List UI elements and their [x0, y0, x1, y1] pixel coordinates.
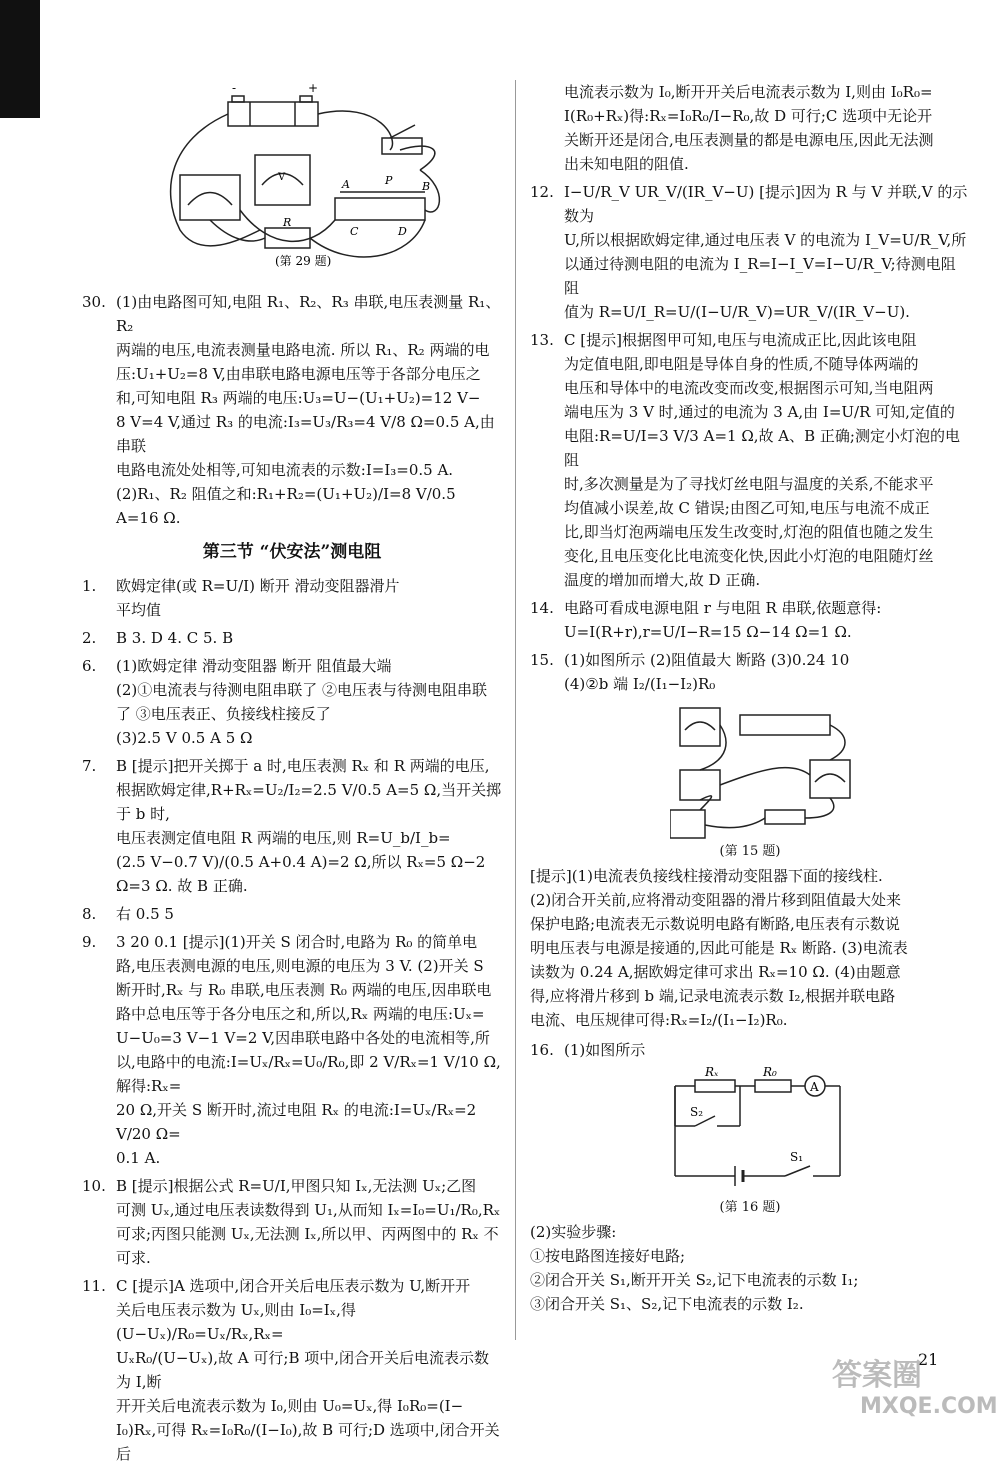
answer-line: 3 20 0.1 [提示](1)开关 S 闭合时,电路为 R₀ 的简单电 — [116, 933, 478, 951]
answer-line: 明电压表与电源是接通的,因此可能是 Rₓ 断路. (3)电流表 — [530, 939, 908, 957]
answer-line: I₀)Rₓ,可得 Rₓ=I₀R₀/(I−I₀),故 B 可行;D 选项中,闭合开关后 — [116, 1421, 500, 1463]
question-item — [82, 1174, 502, 1270]
question-item — [82, 754, 502, 898]
figure-29-caption: (第 29 题) — [275, 254, 332, 268]
answer-line: (2)①电流表与待测电阻串联了 ②电压表与待测电阻串联 — [116, 681, 488, 699]
answer-line: 端电压为 3 V 时,通过的电流为 3 A,由 I=U/R 可知,定值的 — [564, 403, 955, 421]
answer-line: 出未知电阻的阻值. — [564, 155, 689, 173]
question-number: 9. — [82, 933, 97, 951]
resistor-R0 — [755, 1080, 791, 1092]
terminal-C-label: C — [350, 225, 359, 238]
question-item — [82, 902, 502, 926]
answer-line: (1)欧姆定律 滑动变阻器 断开 阻值最大端 — [116, 657, 392, 675]
right-answer-list — [530, 80, 970, 696]
question-number: 15. — [530, 651, 554, 669]
answer-line: ①按电路图连接好电路; — [530, 1247, 686, 1265]
question-number: 1. — [82, 577, 97, 595]
answer-line: 关后电压表示数为 Uₓ,则由 I₀=Iₓ,得(U−Uₓ)/R₀=Uₓ/Rₓ,Rₓ= — [116, 1301, 356, 1343]
column-divider — [515, 80, 516, 1340]
answer-line: 可求;丙图只能测 Uₓ,无法测 Iₓ,所以甲、丙两图中的 Rₓ 不 — [116, 1225, 499, 1243]
page-number: 21 — [918, 1350, 939, 1369]
answer-line: 以通过待测电阻的电流为 I_R=I−I_V=I−U/R_V;待测电阻阻 — [564, 255, 956, 297]
terminal-D-label: D — [398, 225, 407, 238]
answer-line: 以,电路中的电流:I=Uₓ/Rₓ=U₀/R₀,即 2 V/Rₓ=1 V/10 Ω,解得:Rₓ= — [116, 1053, 501, 1095]
resistor-block — [680, 770, 720, 800]
answer-line: 压:U₁+U₂=8 V,由串联电路电源电压等于各部分电压之 — [116, 365, 481, 383]
answer-line: C [提示]根据图甲可知,电压与电流成正比,因此该电阻 — [564, 331, 917, 349]
answer-line: 电阻:R=U/I=3 V/3 A=1 Ω,故 A、B 正确;测定小灯泡的电阻 — [564, 427, 960, 469]
answer-line: 两端的电压,电流表测量电路电流. 所以 R₁、R₂ 两端的电 — [116, 341, 490, 359]
answer-line: 右 0.5 5 — [116, 905, 174, 923]
answer-line: ②闭合开关 S₁,断开开关 S₂,记下电流表的示数 I₁; — [530, 1271, 859, 1289]
answer-line: 比,即当灯泡两端电压发生改变时,灯泡的阻值也随之发生 — [564, 523, 934, 541]
answer-line: 电压和导体中的电流改变而改变,根据图示可知,当电阻两 — [564, 379, 934, 397]
answer-line: B [提示]根据公式 R=U/I,甲图只知 Iₓ,无法测 Uₓ;乙图 — [116, 1177, 477, 1195]
answer-line: 可测 Uₓ,通过电压表读数得到 U₁,从而知 Iₓ=I₀=U₁/R₀,Rₓ — [116, 1201, 501, 1219]
answer-line: 和,可知电阻 R₃ 两端的电压:U₃=U−(U₁+U₂)=12 V− — [116, 389, 481, 407]
answer-line: 开开关后电流表示数为 I₀,则由 U₀=Uₓ,得 I₀R₀=(I− — [116, 1397, 464, 1415]
answer-line: 20 Ω,开关 S 断开时,流过电阻 Rₓ 的电流:I=Uₓ/Rₓ=2 V/20 Ω= — [116, 1101, 477, 1143]
resistor-R — [265, 228, 310, 248]
terminal-B-label: B — [422, 180, 431, 193]
answer-line: 时,多次测量是为了寻找灯丝电阻与温度的关系,不能求平 — [564, 475, 934, 493]
question-item — [530, 596, 970, 644]
watermark-top: 答案圈 — [832, 1358, 922, 1393]
answer-line: 关断开还是闭合,电压表测量的都是电源电压,因此无法测 — [564, 131, 934, 149]
watermark-bottom: MXQE.COM — [860, 1394, 998, 1419]
answer-line: ③闭合开关 S₁、S₂,记下电流表的示数 I₂. — [530, 1295, 804, 1313]
resistor-Rx — [695, 1080, 735, 1092]
question-number: 13. — [530, 331, 554, 349]
figure-15 — [670, 700, 870, 840]
answer-line: 温度的增加而增大,故 D 正确. — [564, 571, 761, 589]
question-number: 8. — [82, 905, 97, 923]
left-answer-list — [82, 574, 502, 1466]
answer-line: (4)②b 端 I₂/(I₁−I₂)R₀ — [564, 675, 716, 693]
terminal-A-label: A — [342, 178, 350, 191]
question-16-steps — [530, 1220, 970, 1316]
switch-S1 — [785, 1166, 810, 1176]
question-item — [530, 180, 970, 324]
question-number: 11. — [82, 1277, 106, 1295]
answer-line: B [提示]把开关掷于 a 时,电压表测 Rₓ 和 R 两端的电压, — [116, 757, 490, 775]
answer-line: 读数为 0.24 A,据欧姆定律可求出 Rₓ=10 Ω. (4)由题意 — [530, 963, 901, 981]
label-S2: S₂ — [690, 1105, 704, 1119]
slider-P-label: P — [385, 174, 393, 187]
figure-16-caption: (第 16 题) — [719, 1200, 781, 1215]
answer-line: 可求. — [116, 1249, 151, 1267]
battery — [670, 810, 705, 838]
corner-black-tab — [0, 0, 40, 118]
answer-line: 根据欧姆定律,R+Rₓ=U₂/I₂=2.5 V/0.5 A=5 Ω,当开关掷于 b 时, — [116, 781, 502, 823]
voltmeter — [680, 708, 720, 746]
answer-line: 8 V=4 V,通过 R₃ 的电流:I₃=U₃/R₃=4 V/8 Ω=0.5 A,由串联 — [116, 413, 495, 455]
answer-line: 保护电路;电流表无示数说明电路有断路,电压表有示数说 — [530, 915, 900, 933]
ammeter — [810, 760, 850, 798]
answer-line: (2)实验步骤: — [530, 1223, 617, 1241]
question-item — [82, 654, 502, 750]
answer-line: 均值减小误差,故 C 错误;由图乙可知,电压与电流不成正 — [564, 499, 930, 517]
question-number: 6. — [82, 657, 97, 675]
answer-line: 得,应将滑片移到 b 端,记录电流表示数 I₂,根据并联电路 — [530, 987, 896, 1005]
answer-line: U,所以根据欧姆定律,通过电压表 V 的电流为 I_V=U/R_V,所 — [564, 231, 967, 249]
right-column — [530, 80, 970, 1316]
rheostat — [335, 198, 425, 220]
resistor-R-label: R — [283, 216, 292, 229]
answer-line: (2)闭合开关前,应将滑动变阻器的滑片移到阻值最大处来 — [530, 891, 902, 909]
answer-line: 为定值电阻,即电阻是导体自身的性质,不随导体两端的 — [564, 355, 919, 373]
answer-line: 电流表示数为 I₀,断开开关后电流表示数为 I,则由 I₀R₀= — [564, 83, 933, 101]
question-number: 7. — [82, 757, 97, 775]
question-item — [530, 328, 970, 592]
answer-line: C [提示]A 选项中,闭合开关后电压表示数为 U,断开开 — [116, 1277, 471, 1295]
question-15-hint — [530, 864, 970, 1032]
section-title: 第三节 “伏安法”测电阻 — [202, 542, 382, 562]
question-number: 12. — [530, 183, 554, 201]
answer-line: 0.1 A. — [116, 1149, 161, 1167]
battery-plus-label: + — [308, 81, 319, 95]
switch — [765, 810, 805, 824]
answer-line: 路中总电压等于各分电压之和,所以,Rₓ 两端的电压:Uₓ= — [116, 1005, 485, 1023]
battery-box — [228, 102, 318, 126]
label-A: A — [810, 1080, 819, 1094]
figure-29 — [150, 80, 480, 270]
answer-line: 了 ③电压表正、负接线柱接反了 — [116, 705, 331, 723]
question-number: 30. — [82, 293, 106, 311]
question-number: 2. — [82, 629, 97, 647]
answer-line: 电路可看成电源电阻 r 与电阻 R 串联,依题意得: — [564, 599, 882, 617]
answer-line: (3)2.5 V 0.5 A 5 Ω — [116, 729, 253, 747]
answer-line: (2)R₁、R₂ 阻值之和:R₁+R₂=(U₁+U₂)/I=8 V/0.5 A=16 Ω. — [116, 485, 456, 527]
question-number: 14. — [530, 599, 554, 617]
question-number: 10. — [82, 1177, 106, 1195]
label-Rx: Rₓ — [705, 1066, 719, 1079]
answer-line: 电路电流处处相等,可知电流表的示数:I=I₃=0.5 A. — [116, 461, 454, 479]
left-column — [82, 290, 502, 1470]
voltmeter-V-label: V — [278, 172, 286, 183]
answer-line: [提示](1)电流表负接线柱接滑动变阻器下面的接线柱. — [530, 867, 883, 885]
answer-line: 值为 R=U/I_R=U/(I−U/R_V)=UR_V/(IR_V−U). — [564, 303, 910, 321]
answer-line: 断开时,Rₓ 与 R₀ 串联,电压表测 R₀ 两端的电压,因串联电 — [116, 981, 492, 999]
answer-line: 变化,且电压变化比电流变化快,因此小灯泡的电阻随灯丝 — [564, 547, 934, 565]
question-item — [530, 80, 970, 176]
voltmeter-left — [180, 175, 240, 220]
answer-line: 欧姆定律(或 R=U/I) 断开 滑动变阻器滑片 — [116, 577, 400, 595]
answer-line: (1)如图所示 (2)阻值最大 断路 (3)0.24 10 — [564, 651, 850, 669]
label-R0: R₀ — [763, 1066, 777, 1079]
answer-line: B 3. D 4. C 5. B — [116, 629, 234, 647]
question-item — [82, 574, 502, 622]
answer-line: (2.5 V−0.7 V)/(0.5 A+0.4 A)=2 Ω,所以 Rₓ=5 Ω−2 Ω=3 Ω. 故 B 正确. — [116, 853, 486, 895]
answer-line: U=I(R+r),r=U/I−R=15 Ω−14 Ω=1 Ω. — [564, 623, 852, 641]
figure-16 — [655, 1066, 855, 1196]
answer-line: 路,电压表测电源的电压,则电源的电压为 3 V. (2)开关 S — [116, 957, 484, 975]
answer-line: (1)如图所示 — [564, 1041, 646, 1059]
answer-line: 平均值 — [116, 601, 162, 619]
answer-line: U−U₀=3 V−1 V=2 V,因串联电路中各处的电流相等,所 — [116, 1029, 490, 1047]
question-item — [530, 648, 970, 696]
answer-line: 电流、电压规律可得:Rₓ=I₂/(I₁−I₂)R₀. — [530, 1011, 788, 1029]
question-item — [82, 930, 502, 1170]
battery-minus-label: - — [232, 81, 237, 95]
label-S1: S₁ — [790, 1150, 804, 1164]
answer-line: 电压表测定值电阻 R 两端的电压,则 R=U_b/I_b= — [116, 829, 451, 847]
rheostat — [740, 715, 830, 735]
question-item — [82, 626, 502, 650]
question-number: 16. — [530, 1041, 554, 1059]
question-16 — [530, 1038, 970, 1062]
answer-line: UₓR₀/(U−Uₓ),故 A 可行;B 项中,闭合开关后电流表示数为 I,断 — [116, 1349, 490, 1391]
answer-line: I(R₀+Rₓ)得:Rₓ=I₀R₀/I−R₀,故 D 可行;C 选项中无论开 — [564, 107, 933, 125]
answer-line: (1)由电路图可知,电阻 R₁、R₂、R₃ 串联,电压表测量 R₁、R₂ — [116, 293, 501, 335]
question-30 — [82, 290, 502, 530]
answer-line: I−U/R_V UR_V/(IR_V−U) [提示]因为 R 与 V 并联,V 的示数为 — [564, 183, 968, 225]
figure-15-caption: (第 15 题) — [719, 844, 781, 859]
question-item — [82, 1274, 502, 1466]
